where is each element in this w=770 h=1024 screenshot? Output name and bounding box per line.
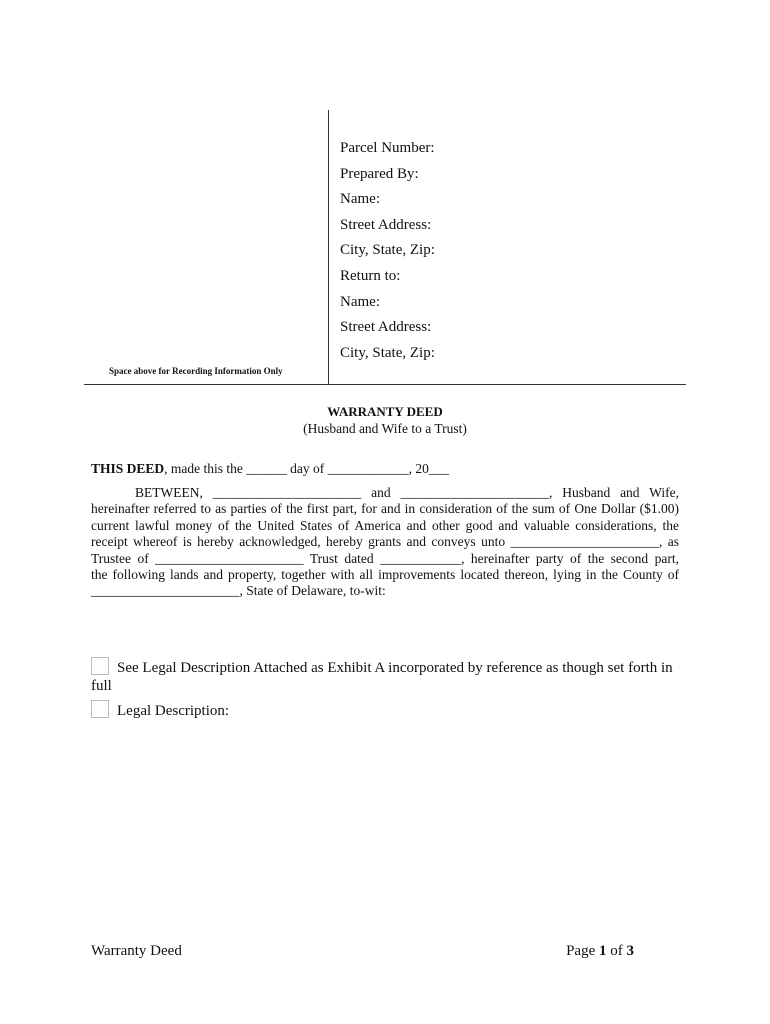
body-line: current lawful money of the United States of America and other good and valuable considerations, the	[91, 517, 679, 533]
body-line: Trustee of ______________________ Trust dated ____________, hereinafter party of the second part,	[91, 550, 679, 566]
recording-divider-vertical	[328, 110, 329, 384]
body-line: the following lands and property, together with all improvements located thereon, lying in the County of	[91, 567, 679, 583]
deed-intro-bold: THIS DEED	[91, 461, 165, 476]
preparer-city-label: City, State, Zip:	[340, 242, 435, 259]
footer-document-title: Warranty Deed	[91, 943, 182, 959]
return-to-label: Return to:	[340, 267, 401, 284]
deed-body-paragraph	[91, 485, 679, 600]
return-city-label: City, State, Zip:	[340, 344, 435, 361]
body-line: hereinafter referred to as parties of the first part, for and in consideration of the sum of One Dollar ($1.00)	[91, 501, 679, 517]
page-of: of	[606, 943, 627, 959]
body-line: ______________________, State of Delaware, to-wit:	[91, 583, 386, 599]
return-street-label: Street Address:	[340, 319, 432, 336]
parcel-number-label: Parcel Number:	[340, 140, 435, 156]
preparer-street-label: Street Address:	[340, 216, 432, 233]
deed-title: WARRANTY DEED	[327, 404, 443, 419]
recording-divider-horizontal	[84, 384, 686, 385]
legal-description-option	[91, 700, 229, 720]
body-line: receipt whereof is hereby acknowledged, hereby grants and conveys unto ______________________, as	[91, 534, 679, 550]
deed-intro-text: , made this the ______ day of ____________, 20___	[164, 461, 450, 476]
return-name-label: Name:	[340, 293, 380, 310]
body-line: BETWEEN, ______________________ and ______________________, Husband and Wife,	[135, 485, 679, 500]
exhibit-option-label: See Legal Description Attached as Exhibit A incorporated by reference as though set forth in full	[91, 660, 673, 694]
deed-subtitle: (Husband and Wife to a Trust)	[303, 421, 467, 436]
legal-description-label: Legal Description:	[117, 703, 230, 719]
page-prefix: Page	[566, 943, 599, 959]
deed-intro-line	[91, 461, 449, 477]
recording-space-note: Space above for Recording Information Only	[109, 366, 283, 376]
exhibit-checkbox[interactable]	[91, 657, 109, 675]
page-total: 3	[626, 943, 634, 959]
page-current: 1	[599, 943, 607, 959]
preparer-name-label: Name:	[340, 191, 380, 208]
legal-description-checkbox[interactable]	[91, 700, 109, 718]
prepared-by-label: Prepared By:	[340, 165, 419, 182]
footer-page-number	[566, 943, 634, 960]
exhibit-option	[91, 657, 681, 695]
recording-info-block	[340, 136, 435, 366]
